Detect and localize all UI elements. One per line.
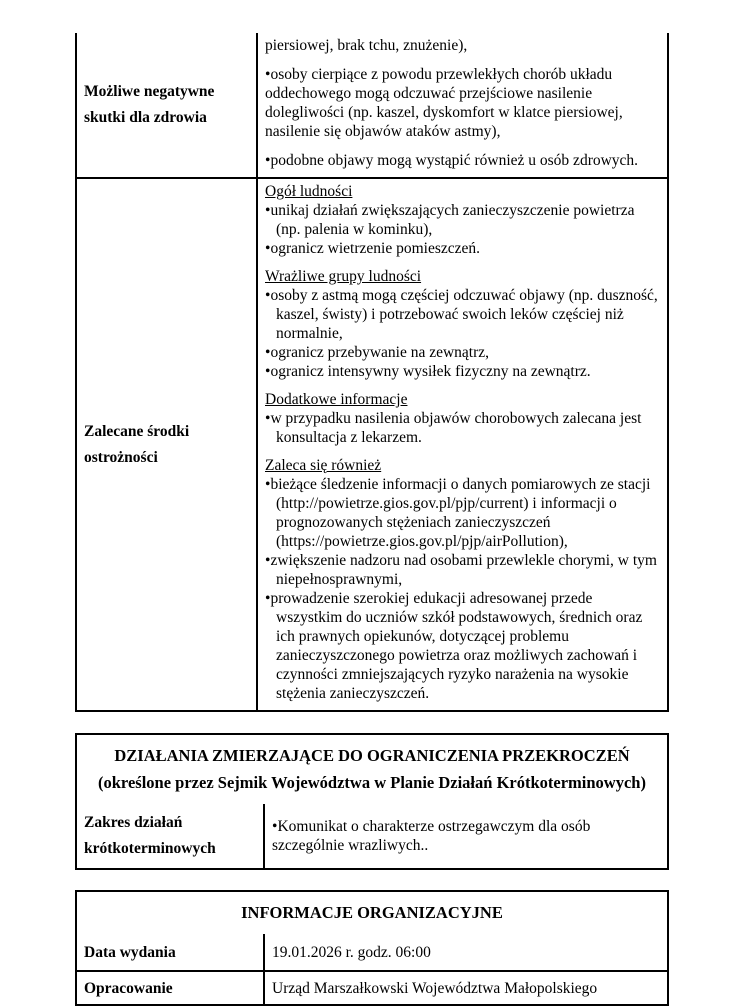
list-item: • w przypadku nasilenia objawów chorobowych zalecana jest konsultacja z lekarzem.	[265, 409, 661, 447]
organizational-info-table	[75, 890, 669, 1006]
bullet-paragraph: • Komunikat o charakterze ostrzegawczym dla osób szczególnie wrazliwych..	[272, 817, 661, 855]
row-label-text: Zakres działań krótkoterminowych	[84, 814, 216, 857]
row-label-precautions	[77, 179, 258, 710]
table-row	[77, 804, 667, 868]
group-sensitive-groups	[265, 267, 661, 381]
issue-date-value: 19.01.2026 r. godz. 06:00	[272, 943, 431, 961]
table-title: INFORMACJE ORGANIZACYJNE	[241, 903, 503, 922]
health-effects-content	[258, 33, 667, 177]
row-label-text: Opracowanie	[84, 979, 173, 997]
list-item: • ogranicz przebywanie na zewnątrz,	[265, 343, 661, 362]
row-label-short-term-actions	[77, 804, 265, 868]
bullet-list	[265, 286, 661, 381]
list-item: • bieżące śledzenie informacji o danych pomiarowych ze stacji (http://powietrze.gios.gov.pl/pjp/current) i informacji o prognozowanych stężeniach zanieczyszczeń (https://powietrze.gios.gov.pl/pjp/airPollution),	[265, 475, 661, 551]
short-term-actions-content	[265, 804, 667, 868]
prepared-by-value: Urząd Marszałkowski Województwa Małopolskiego	[272, 979, 598, 997]
group-heading: Dodatkowe informacje	[265, 391, 408, 408]
table-title	[77, 735, 667, 804]
exceedance-actions-table	[75, 733, 669, 870]
table-title-line2: (określone przez Sejmik Województwa w Planie Działań Krótkoterminowych)	[98, 773, 646, 792]
group-also-recommended	[265, 456, 661, 703]
top-margin	[75, 0, 669, 33]
list-item: • ogranicz intensywny wysiłek fizyczny na zewnątrz.	[265, 362, 661, 381]
list-item: • zwiększenie nadzoru nad osobami przewlekle chorymi, w tym niepełnosprawnymi,	[265, 551, 661, 589]
list-item: • prowadzenie szerokiej edukacji adresowanej przede wszystkim do uczniów szkół podstawowych, średnich oraz ich prawnych opiekunów, dotyczącej problemu zanieczyszczonego powietrza oraz możliwych zachowań i czynności zmniejszających ryzyko narażenia na wysokie stężenia zanieczyszczeń.	[265, 589, 661, 703]
table-row	[77, 934, 667, 970]
bullet-paragraph: • osoby cierpiące z powodu przewlekłych chorób układu oddechowego mogą odczuwać przejściowe nasilenie dolegliwości (np. kaszel, dyskomfort w klatce piersiowej, nasilenie się objawów ataków astmy),	[265, 65, 661, 141]
continuation-line: piersiowej, brak tchu, znużenie),	[265, 37, 468, 54]
group-heading: Ogół ludności	[265, 183, 353, 200]
row-label-prepared-by	[77, 972, 265, 1004]
table-row	[77, 33, 667, 177]
health-warning-table	[75, 33, 669, 712]
precautions-content	[258, 179, 667, 710]
group-heading: Zaleca się również	[265, 457, 382, 474]
row-label-issue-date	[77, 934, 265, 970]
row-label-text: Data wydania	[84, 943, 176, 961]
row-label-text: Możliwe negatywne skutki dla zdrowia	[84, 83, 215, 126]
bullet-list	[265, 201, 661, 258]
list-item: • osoby z astmą mogą częściej odczuwać objawy (np. duszność, kaszel, świsty) i potrzebować swoich leków częściej niż normalnie,	[265, 286, 661, 343]
bullet-list	[265, 409, 661, 447]
table-title-line1: DZIAŁANIA ZMIERZAJĄCE DO OGRANICZENIA PRZEKROCZEŃ	[114, 746, 630, 765]
list-item: • unikaj działań zwiększających zanieczyszczenie powietrza (np. palenia w kominku),	[265, 201, 661, 239]
row-label-health-effects	[77, 33, 258, 177]
group-additional-info	[265, 390, 661, 447]
page-content	[75, 0, 669, 1006]
bullet-list	[265, 475, 661, 703]
group-heading: Wrażliwe grupy ludności	[265, 268, 422, 285]
table-row	[77, 177, 667, 710]
group-general-population	[265, 182, 661, 258]
list-item: • ogranicz wietrzenie pomieszczeń.	[265, 239, 661, 258]
table-row	[77, 970, 667, 1004]
row-label-text: Zalecane środki ostrożności	[84, 422, 190, 466]
bullet-paragraph: • podobne objawy mogą wystąpić również u osób zdrowych.	[265, 151, 661, 170]
